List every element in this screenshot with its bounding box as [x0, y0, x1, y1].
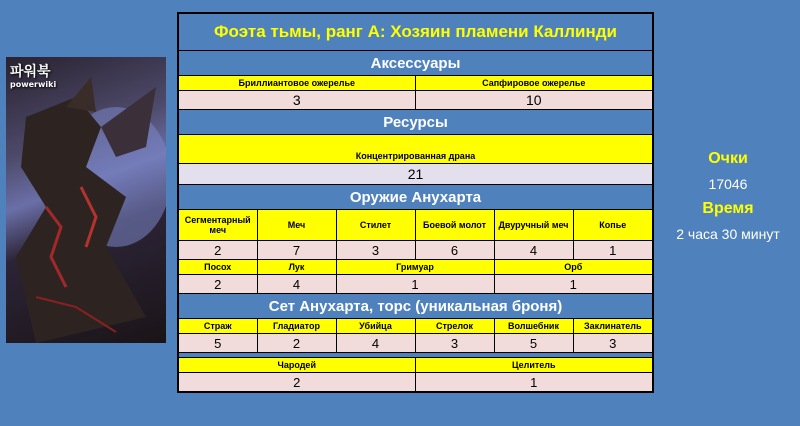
- points-block: [656, 150, 800, 242]
- value-armor: 1: [415, 373, 653, 393]
- header-diamond-necklace: Бриллиантовое ожерелье: [178, 76, 415, 91]
- value-diamond-necklace: 3: [178, 91, 415, 110]
- header-weapon: Орб: [494, 260, 653, 275]
- value-weapon: 1: [494, 275, 653, 294]
- header-armor: Стрелок: [415, 319, 494, 334]
- value-weapon: 1: [336, 275, 494, 294]
- header-weapon: Стилет: [336, 210, 415, 241]
- value-armor: 2: [178, 373, 415, 393]
- value-armor: 3: [415, 334, 494, 353]
- section-armor: Сет Анухарта, торс (уникальная броня): [178, 294, 653, 319]
- dragon-illustration: [6, 57, 166, 343]
- time-label: Время: [702, 200, 754, 217]
- value-armor: 4: [336, 334, 415, 353]
- site-logo: 파워북 powerwiki: [10, 64, 57, 89]
- value-weapon: 3: [336, 241, 415, 260]
- header-weapon: Боевой молот: [415, 210, 494, 241]
- section-weapons: Оружие Анухарта: [178, 185, 653, 210]
- value-weapon: 6: [415, 241, 494, 260]
- value-armor: 2: [257, 334, 336, 353]
- points-label: Очки: [708, 150, 748, 167]
- header-armor: Гладиатор: [257, 319, 336, 334]
- header-weapon: Сегментарный меч: [178, 210, 257, 241]
- loot-table: [177, 12, 654, 393]
- header-armor: Заклинатель: [573, 319, 653, 334]
- time-value: 2 часа 30 минут: [676, 226, 780, 242]
- value-weapon: 2: [178, 241, 257, 260]
- header-armor: Волшебник: [494, 319, 573, 334]
- points-value: 17046: [708, 176, 748, 192]
- header-armor: Чародей: [178, 358, 415, 373]
- section-resources: Ресурсы: [178, 110, 653, 135]
- header-weapon: Посох: [178, 260, 257, 275]
- header-weapon: Двуручный меч: [494, 210, 573, 241]
- value-weapon: 4: [257, 275, 336, 294]
- header-concentrated-drana: Концентрированная драна: [178, 135, 653, 164]
- section-accessories: Аксессуары: [178, 51, 653, 76]
- header-weapon: Меч: [257, 210, 336, 241]
- value-armor: 5: [178, 334, 257, 353]
- value-armor: 3: [573, 334, 653, 353]
- value-concentrated-drana: 21: [178, 164, 653, 185]
- header-weapon: Лук: [257, 260, 336, 275]
- header-weapon: Гримуар: [336, 260, 494, 275]
- value-weapon: 4: [494, 241, 573, 260]
- header-sapphire-necklace: Сапфировое ожерелье: [415, 76, 653, 91]
- header-armor: Убийца: [336, 319, 415, 334]
- value-weapon: 2: [178, 275, 257, 294]
- header-weapon: Копье: [573, 210, 653, 241]
- value-weapon: 1: [573, 241, 653, 260]
- value-weapon: 7: [257, 241, 336, 260]
- table-title: Фоэта тьмы, ранг А: Хозяин пламени Каллинди: [178, 13, 653, 51]
- header-armor: Целитель: [415, 358, 653, 373]
- value-armor: 5: [494, 334, 573, 353]
- header-armor: Страж: [178, 319, 257, 334]
- value-sapphire-necklace: 10: [415, 91, 653, 110]
- dragon-artwork: [6, 57, 166, 343]
